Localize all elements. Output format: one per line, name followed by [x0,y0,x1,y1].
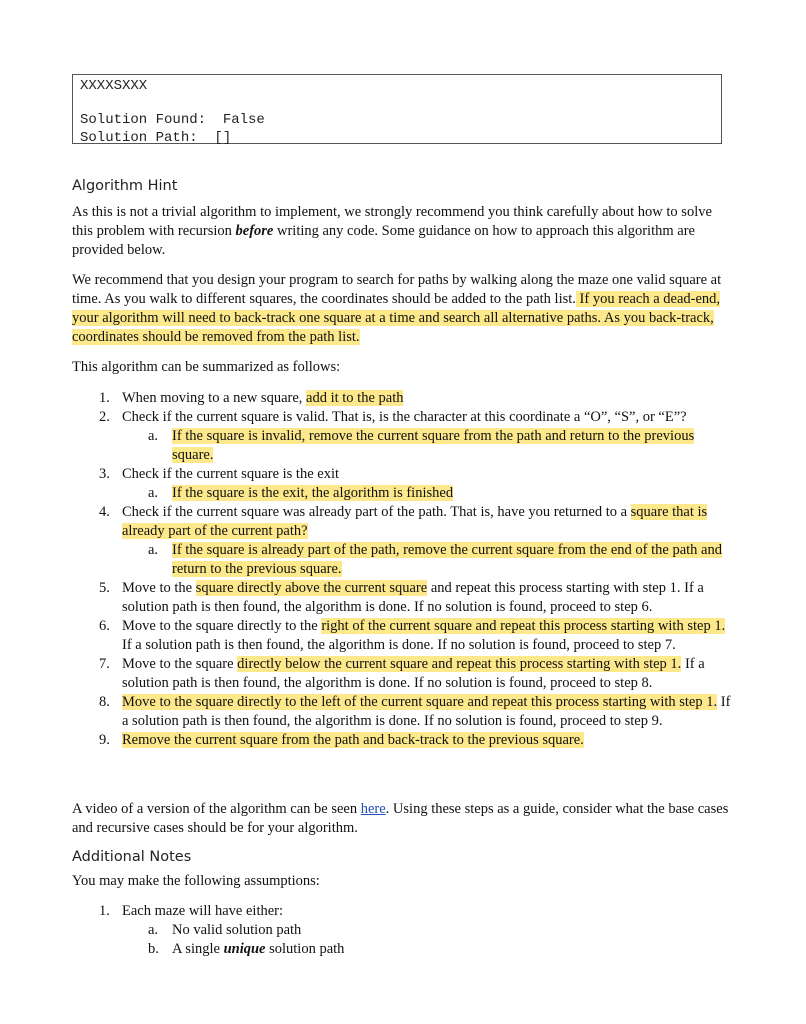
text: Check if the current square is the exit [122,466,340,482]
list-item [72,389,732,408]
text: A single [172,941,224,957]
list-letter: a. [148,922,159,938]
text: and repeat this process starting with step 1. If a solution path is then found, the algorithm is done. If no solution is found, proceed to step 6. [122,580,704,615]
text: Check if the current square is valid. That is, is the character at this coordinate a “O”, “S”, or “E”? [122,409,687,425]
text: We recommend that you design your program to search for paths by walking along the maze one valid square at time. As you walk to different squares, the coordinates should be added to the path list. [72,272,722,307]
highlighted-text: If the square is the exit, the algorithm is finished [172,485,454,501]
text: If a solution path is then found, the algorithm is done. If no solution is found, proceed to step 8. [122,656,705,691]
sub-list-item [72,940,732,959]
list-item [72,503,732,541]
highlighted-text: square directly above the current square [195,580,428,596]
list-letter: a. [148,428,159,444]
sub-list-item [72,541,732,579]
sub-list-item [72,921,732,940]
list-number: 5. [99,580,110,596]
highlighted-text: Move to the square directly to the left of the current square and repeat this process starting with step 1. [122,694,718,710]
highlighted-text: Remove the current square from the path and back-track to the previous square. [122,732,584,748]
list-number: 9. [99,732,110,748]
list-letter: a. [148,542,159,558]
list-item [72,465,732,484]
list-number: 1. [99,390,110,406]
list-item [72,731,732,750]
highlighted-text: directly below the current square and repeat this process starting with step 1. [237,656,682,672]
list-letter: a. [148,485,159,501]
sub-list-item [72,484,732,503]
hint-paragraph-1 [72,203,732,260]
text: Check if the current square was already part of the path. That is, have you returned to a [122,504,631,520]
list-item [72,655,732,693]
notes-intro: You may make the following assumptions: [72,873,320,889]
video-link[interactable]: here [360,801,386,817]
solution-path-line: Solution Path: [] [80,130,232,146]
list-number: 3. [99,466,110,482]
list-number: 2. [99,409,110,425]
blank-line [80,95,721,111]
list-number: 4. [99,504,110,520]
solution-found-line: Solution Found: False [80,112,265,128]
text: If a solution path is then found, the algorithm is done. If no solution is found, proceed to step 9. [122,694,731,729]
text: A video of a version of the algorithm can be seen [72,801,361,817]
list-number: 1. [99,903,110,919]
list-number: 8. [99,694,110,710]
emphasis: before [235,223,274,239]
highlighted-text: If you reach a dead-end, your algorithm will need to back-track one square at a time and search all alternative paths. As you back-track, coordinates should be removed from the path list. [72,291,721,345]
text: Move to the square [122,656,238,672]
console-output-box [72,74,722,144]
algorithm-hint-heading: Algorithm Hint [72,178,178,194]
video-paragraph [72,800,732,838]
list-number: 7. [99,656,110,672]
highlighted-text: add it to the path [306,390,404,406]
text: As this is not a trivial algorithm to implement, we strongly recommend you think carefully about how to solve this problem with recursion [72,204,712,239]
hint-paragraph-2 [72,271,732,347]
text: No valid solution path [172,922,302,938]
highlighted-text: square that is already part of the current path? [122,504,708,539]
list-item [72,617,732,655]
sub-list-item [72,427,732,465]
list-letter: b. [148,941,159,957]
text: solution path [265,941,345,957]
text: If a solution path is then found, the algorithm is done. If no solution is found, proceed to step 7. [122,637,676,653]
maze-row: XXXXSXXX [80,78,148,94]
list-item [72,579,732,617]
text: . Using these steps as a guide, consider what the base cases and recursive cases should be for your algorithm. [72,801,729,836]
text: Each maze will have either: [122,903,284,919]
algorithm-steps-list [72,389,732,750]
text: Move to the [122,580,196,596]
list-item [72,693,732,731]
assumptions-list [72,902,732,959]
text: When moving to a new square, [122,390,307,406]
text: writing any code. Some guidance on how to approach this algorithm are provided below. [72,223,695,258]
list-item [72,902,732,921]
list-item [72,408,732,427]
hint-paragraph-3: This algorithm can be summarized as follows: [72,359,341,375]
list-number: 6. [99,618,110,634]
highlighted-text: If the square is already part of the path, remove the current square from the end of the path and return to the previous square. [172,542,722,577]
text: Move to the square directly to the [122,618,322,634]
additional-notes-heading: Additional Notes [72,849,192,865]
emphasis: unique [223,941,266,957]
highlighted-text: right of the current square and repeat this process starting with step 1. [321,618,726,634]
highlighted-text: If the square is invalid, remove the current square from the path and return to the previous square. [172,428,695,463]
